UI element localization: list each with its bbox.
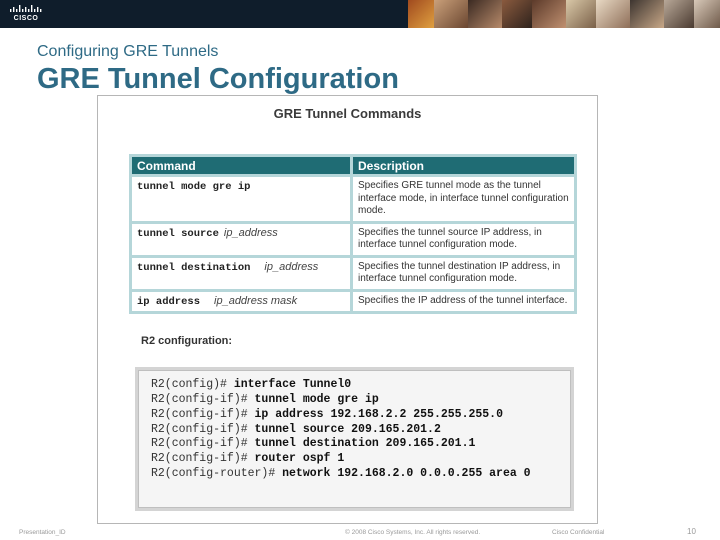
commands-table xyxy=(129,154,577,314)
cisco-logo-icon xyxy=(9,4,43,24)
table-row xyxy=(132,292,574,311)
code-command: tunnel source 209.165.201.2 xyxy=(254,423,441,436)
command-cell xyxy=(132,177,350,221)
code-line xyxy=(151,437,475,450)
command-cell xyxy=(132,292,350,311)
photo-3 xyxy=(468,0,502,28)
code-command: ip address 192.168.2.2 255.255.255.0 xyxy=(254,408,503,421)
code-line xyxy=(151,452,344,465)
code-prompt: R2(config-router)# xyxy=(151,467,283,480)
table-row xyxy=(132,224,574,255)
code-line xyxy=(151,393,379,406)
description-cell: Specifies the tunnel destination IP address, in interface tunnel configuration mode. xyxy=(353,258,574,289)
command-arg: ip_address xyxy=(264,260,319,273)
footer-copyright: © 2008 Cisco Systems, Inc. All rights reserved. xyxy=(345,529,481,536)
code-command: network 192.168.2.0 0.0.0.255 area 0 xyxy=(282,467,531,480)
photo-2 xyxy=(434,0,468,28)
photo-6 xyxy=(566,0,596,28)
photo-4 xyxy=(502,0,532,28)
code-line xyxy=(151,467,531,480)
description-cell: Specifies GRE tunnel mode as the tunnel interface mode, in interface tunnel configuration mode. xyxy=(353,177,574,221)
command-cell xyxy=(132,258,350,289)
command-text: ip address xyxy=(137,295,201,308)
table-row xyxy=(132,258,574,289)
column-header-description: Description xyxy=(353,157,574,174)
code-command: tunnel destination 209.165.201.1 xyxy=(254,437,476,450)
table-header-row xyxy=(132,157,574,174)
command-cell xyxy=(132,224,350,255)
photo-10 xyxy=(694,0,720,28)
code-prompt: R2(config-if)# xyxy=(151,408,255,421)
slide-eyebrow: Configuring GRE Tunnels xyxy=(37,43,219,60)
logo-text: CISCO xyxy=(13,15,39,22)
photo-1 xyxy=(408,0,434,28)
description-cell: Specifies the tunnel source IP address, in interface tunnel configuration mode. xyxy=(353,224,574,255)
code-prompt: R2(config-if)# xyxy=(151,393,255,406)
command-text: tunnel destination xyxy=(137,261,251,274)
page-number: 10 xyxy=(687,527,696,536)
photo-9 xyxy=(664,0,694,28)
footer-presentation-id: Presentation_ID xyxy=(19,529,66,536)
footer-confidential: Cisco Confidential xyxy=(552,529,605,536)
top-banner xyxy=(0,0,720,28)
code-command: tunnel mode gre ip xyxy=(254,393,379,406)
code-prompt: R2(config)# xyxy=(151,378,234,391)
command-text: tunnel source xyxy=(137,227,219,240)
table-row xyxy=(132,177,574,221)
command-arg: ip_address xyxy=(223,226,278,239)
slide-title: GRE Tunnel Configuration xyxy=(37,63,399,95)
figure-title: GRE Tunnel Commands xyxy=(273,106,422,121)
photo-7 xyxy=(596,0,630,28)
code-prompt: R2(config-if)# xyxy=(151,437,255,450)
command-text: tunnel mode gre ip xyxy=(137,181,251,193)
code-line xyxy=(151,378,351,391)
code-line xyxy=(151,408,503,421)
gre-figure xyxy=(97,95,598,524)
code-command: interface Tunnel0 xyxy=(233,378,352,391)
photo-8 xyxy=(630,0,664,28)
description-cell: Specifies the IP address of the tunnel interface. xyxy=(353,292,574,311)
code-line xyxy=(151,423,441,436)
people-photo-strip xyxy=(408,0,720,28)
photo-5 xyxy=(532,0,566,28)
code-prompt: R2(config-if)# xyxy=(151,452,255,465)
r2-config-label: R2 configuration: xyxy=(141,335,233,347)
column-header-command: Command xyxy=(132,157,350,174)
command-arg: ip_address mask xyxy=(214,294,298,307)
r2-config-code-block xyxy=(135,367,574,511)
code-prompt: R2(config-if)# xyxy=(151,423,255,436)
code-command: router ospf 1 xyxy=(254,452,345,465)
